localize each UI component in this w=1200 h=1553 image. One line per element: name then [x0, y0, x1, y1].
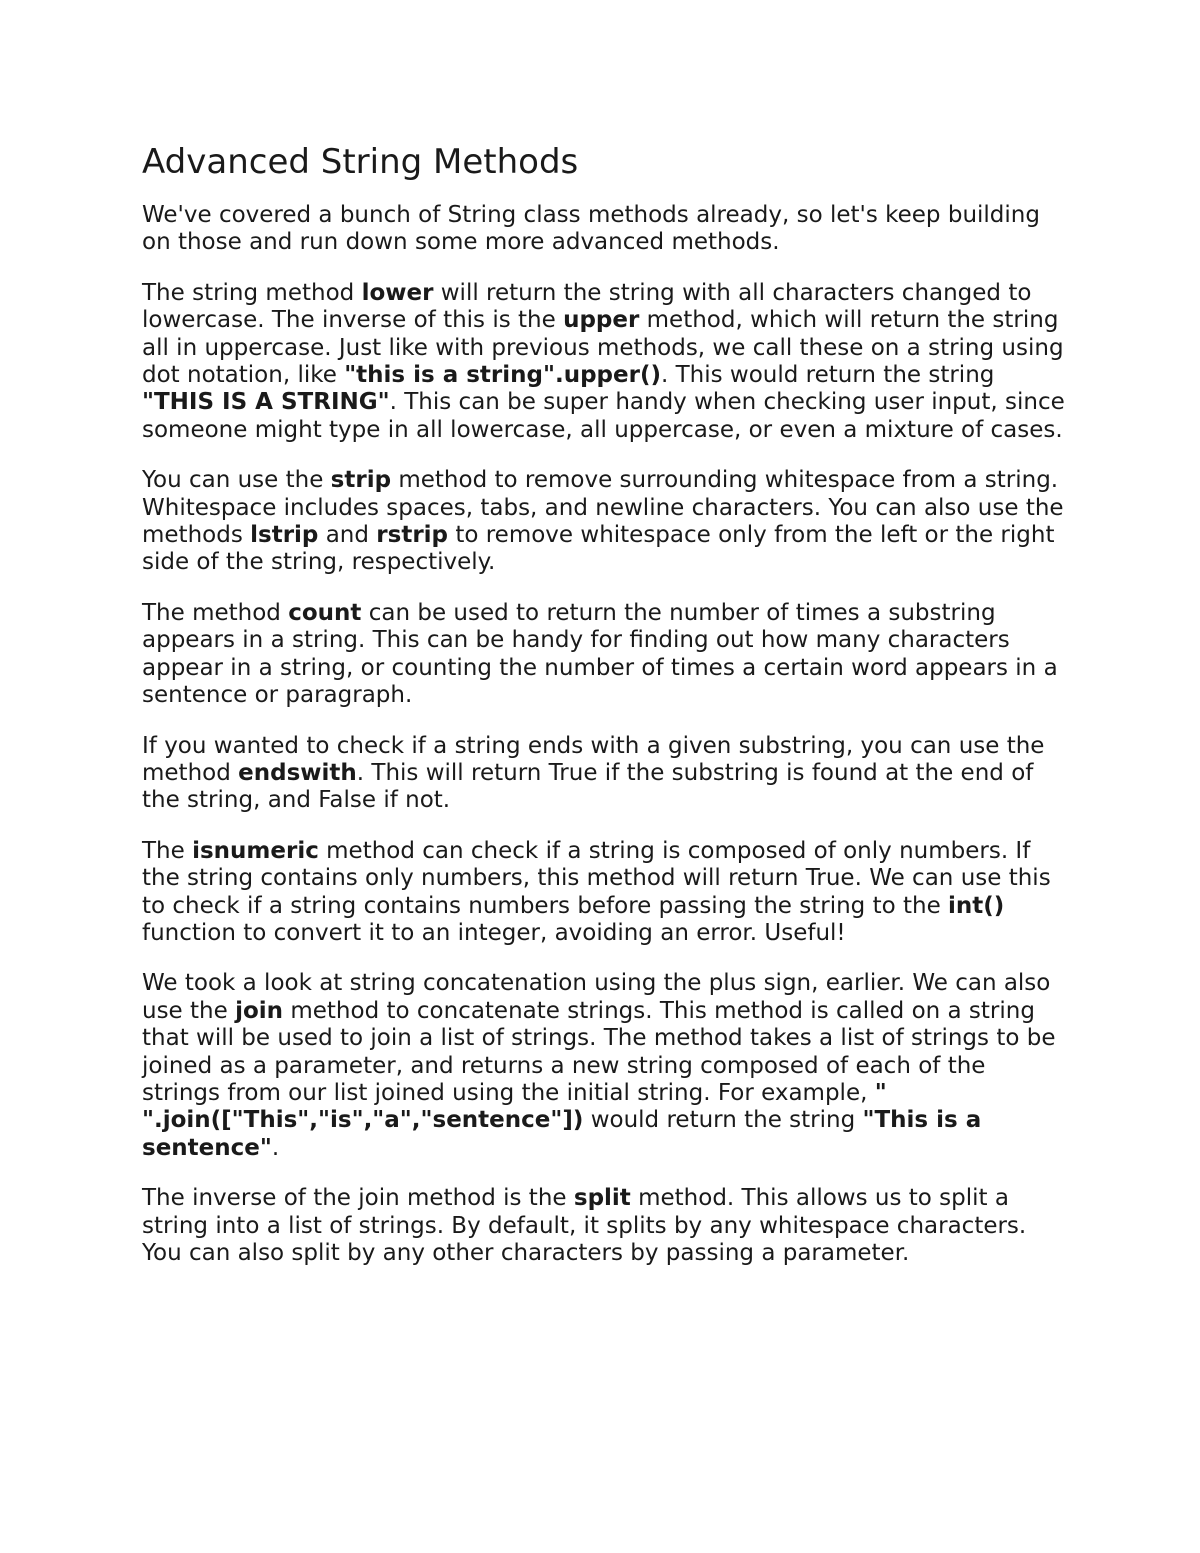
paragraph [142, 202, 1067, 257]
paragraph-text: You can use the [142, 467, 331, 494]
paragraph [142, 733, 1067, 815]
paragraph-text: will return the string with all characters changed to lowercase. The inverse of this is the [142, 279, 1032, 334]
paragraph-text: We took a look at string concatenation using the plus sign, earlier. We can also use the [142, 970, 1051, 1024]
paragraph-text: to remove whitespace only from the left or the right side of the string, respectively. [142, 522, 1055, 576]
bold-term: "This is a sentence" [142, 1107, 982, 1161]
paragraph-text: method to remove surrounding whitespace from a string. Whitespace includes spaces, tabs, and newline characters. You can also use the methods [142, 467, 1064, 549]
bold-term: count [288, 599, 362, 626]
paragraph [142, 280, 1067, 444]
bold-term: lower [361, 279, 434, 306]
bold-term: int() [948, 892, 1005, 919]
paragraph-text: The string method [142, 279, 362, 306]
paragraph-text: function to convert it to an integer, avoiding an error. Useful! [142, 919, 846, 946]
paragraph-text: method. This allows us to split a string into a list of strings. By default, it splits by any whitespace characters. You can also split by any other characters by passing a parameter. [142, 1185, 1027, 1266]
paragraph-text: can be used to return the number of times a substring appears in a string. This can be handy for finding out how many characters appear in a string, or counting the number of times a certain word appears in a sentence or paragraph. [142, 599, 1058, 709]
bold-term: isnumeric [192, 837, 319, 864]
paragraph-text: If you wanted to check if a string ends with a given substring, you can use the method [142, 732, 1045, 786]
paragraph-text: The method [142, 599, 289, 626]
paragraph-text: method, which will return the string all in uppercase. Just like with previous methods, we call these on a string using dot notation, like [142, 307, 1064, 389]
bold-term: split [573, 1185, 631, 1212]
paragraph-text: The [142, 837, 193, 864]
paragraph-text: . [271, 1134, 280, 1161]
paragraph-text: method to concatenate strings. This method is called on a string that will be used to join a list of strings. The method takes a list of strings to be joined as a parameter, and returns a new string composed of each of the strings from our list joined using the initial string. For example, [142, 997, 1056, 1106]
paragraph [142, 970, 1067, 1162]
bold-term: upper [563, 307, 640, 334]
paragraph [142, 838, 1067, 948]
bold-term: "THIS IS A STRING" [142, 389, 390, 416]
bold-term: strip [330, 467, 392, 494]
paragraph-text: . This would return the string [660, 362, 995, 389]
paragraph-text: method can check if a string is composed of only numbers. If the string contains only numbers, this method will return True. We can use this to check if a string contains numbers before passing the string to the [142, 837, 1051, 919]
bold-term: "this is a string".upper() [344, 362, 661, 389]
bold-term: lstrip [250, 522, 319, 549]
document-body [142, 140, 1067, 1290]
bold-term: rstrip [376, 522, 449, 549]
bold-term: " ".join(["This","is","a","sentence"]) [142, 1079, 887, 1134]
paragraph-text: would return the string [583, 1107, 863, 1134]
paragraph-text: . This will return True if the substring is found at the end of the string, and False if not. [142, 759, 1034, 814]
paragraph [142, 1185, 1067, 1267]
paragraph-text: and [318, 522, 377, 549]
paragraph [142, 600, 1067, 710]
paragraph-text: We've covered a bunch of String class methods already, so let's keep building on those and run down some more advanced methods. [142, 202, 1040, 256]
paragraph-text: The inverse of the join method is the [142, 1185, 574, 1212]
paragraph [142, 467, 1067, 577]
paragraph-list [142, 202, 1067, 1267]
bold-term: endswith [238, 759, 357, 786]
bold-term: join [235, 997, 284, 1024]
paragraph-text: . This can be super handy when checking user input, since someone might type in all lowercase, all uppercase, or even a mixture of cases. [142, 389, 1065, 443]
document-title: Advanced String Methods [142, 142, 579, 182]
